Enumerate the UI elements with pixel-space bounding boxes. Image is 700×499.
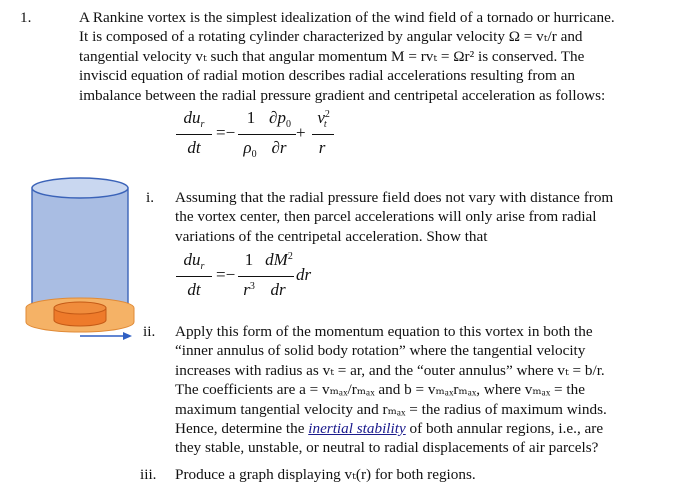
rankine-vortex-diagram — [22, 172, 138, 348]
eq2-numerator-one: 1 — [244, 250, 254, 269]
part-i-text — [175, 188, 685, 246]
eq2-denominator-r3: $r^3$ — [243, 280, 255, 299]
eq1-lhs-denominator: dt — [187, 138, 201, 157]
part-iii-line-1: Produce a graph displaying vₜ(r) for both regions. — [175, 466, 476, 483]
eq2-tail-dr: dr — [296, 265, 312, 284]
eq2-equals-minus: =− — [216, 265, 236, 284]
intro-line-3: tangential velocity vₜ such that angular momentum M = rvₜ = Ωr² is conserved. The — [79, 47, 585, 65]
eq2-lhs-bar — [176, 276, 212, 277]
part-i-line-3: variations of the centripetal acceleration. Show that — [175, 227, 488, 245]
intro-line-1: A Rankine vortex is the simplest idealization of the wind field of a tornado or hurricane. — [79, 9, 615, 26]
inertial-stability-link[interactable]: inertial stability — [308, 419, 406, 437]
eq1-t3-denominator: r — [318, 138, 326, 157]
part-ii-line-1: Apply this form of the momentum equation to this vortex in both the — [175, 323, 593, 340]
intro-line-5: imbalance between the radial pressure gradient and centripetal acceleration as follows: — [79, 86, 606, 104]
inner-core-top — [54, 302, 106, 314]
eq1-lhs-bar — [176, 134, 212, 135]
part-ii-line-4: The coefficients are a = vₘₐₓ/rₘₐₓ and b = vₘₐₓrₘₐₓ, where vₘₐₓ = the — [175, 381, 585, 399]
part-ii-line-7: they stable, unstable, or neutral to radial displacements of air parcels? — [175, 439, 599, 457]
eq1-plus: + — [296, 123, 306, 142]
eq1-t1-bar — [238, 134, 296, 135]
part-iii-label: iii. — [140, 466, 157, 483]
eq2-denominator-dr: dr — [270, 280, 286, 299]
part-iii-text — [175, 465, 685, 484]
intro-line-4: inviscid equation of radial motion describes radial accelerations resulting from an — [79, 67, 575, 85]
eq1-t1-numerator: 1 — [246, 108, 256, 127]
eq2-lhs-denominator: dt — [187, 280, 201, 299]
eq1-t1-denominator: $\rho_0$ — [243, 138, 257, 160]
eq2-bar — [238, 276, 294, 277]
part-ii-line-3: increases with radius as vₜ = ar, and the “outer annulus” where vₜ = b/r. — [175, 361, 605, 379]
equation-radial-motion — [176, 108, 346, 168]
eq1-equals-minus: =− — [216, 123, 236, 142]
eq1-t3-bar — [312, 134, 334, 135]
part-ii-line-5: maximum tangential velocity and rₘₐₓ = the radius of maximum winds. — [175, 400, 607, 418]
eq1-lhs-numerator: $du_r$ — [183, 108, 205, 130]
eq1-t2-numerator: $\partial p_0$ — [269, 108, 291, 130]
problem-intro — [79, 8, 689, 105]
problem-number: 1. — [20, 9, 32, 26]
part-i-label: i. — [146, 189, 155, 206]
radius-arrow-head — [123, 332, 132, 340]
cylinder-top — [32, 178, 128, 198]
part-ii-text — [175, 322, 685, 458]
eq2-lhs-numerator: $du_r$ — [183, 250, 205, 272]
eq1-t3-numerator: $v^2_t$ — [317, 108, 330, 130]
part-i-line-2: the vortex center, then parcel accelerations will only arise from radial — [175, 208, 597, 226]
eq1-t2-denominator: ∂r — [271, 138, 287, 157]
part-i-line-1: Assuming that the radial pressure field does not vary with distance from — [175, 189, 614, 206]
part-ii-line-6: Hence, determine the inertial stability of both annular regions, i.e., are — [175, 419, 604, 437]
intro-line-2: It is composed of a rotating cylinder characterized by angular velocity Ω = vₜ/r and — [79, 28, 583, 46]
equation-part-i — [176, 250, 336, 310]
part-ii-label: ii. — [143, 323, 156, 340]
part-ii-line-2: “inner annulus of solid body rotation” where the tangential velocity — [175, 342, 586, 360]
eq2-numerator-dm2: $dM^2$ — [265, 250, 293, 269]
